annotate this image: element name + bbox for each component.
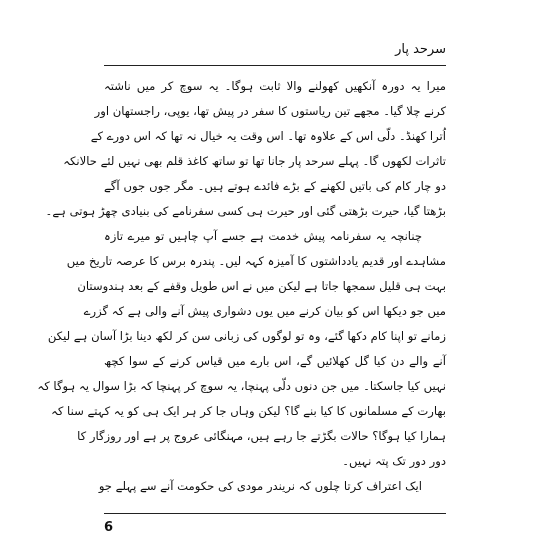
text-line: بڑھتا گیا، حیرت بڑھتی گئی اور حیرت ہی کسی سفرنامے کی بنیادی چھڑ ہوتی ہے۔ [45,204,446,218]
text-line: چنانچہ یہ سفرنامہ پیش خدمت ہے جسے آپ چاہیں تو میرے تازہ [104,229,422,243]
text-line: ایک اعتراف کرتا چلوں کہ نریندر مودی کی حکومت آنے سے پہلے جو [98,479,422,493]
text-line: نہیں کیا جاسکتا۔ میں جن دنوں دلّی پہنچا، یہ سوچ کر پہنچا کہ بڑا سوال یہ ہوگا کہ [37,379,446,393]
text-line: بھارت کے مسلمانوں کا کیا بنے گا؟ لیکن وہاں جا کر ہر ایک ہی کو یہ کہتے سنا کہ [51,404,446,418]
running-header: سرحد پار [395,42,446,57]
footer-rule [104,513,446,514]
text-line: دور دور تک پتہ نہیں۔ [342,454,446,468]
text-line: کرنے چلا گیا۔ مجھے تین ریاستوں کا سفر در پیش تھا، یوپی، راجستھان اور [94,104,446,118]
text-line: بہت ہی قلیل سمجھا جاتا ہے لیکن میں نے اس طویل وقفے کے بعد ہندوستان [77,279,446,293]
text-line: دو چار کام کی باتیں لکھنے کے بڑے فائدے ہوتے ہیں۔ مگر جوں جوں آگے [104,179,446,193]
text-line: مشاہدے اور قدیم یادداشتوں کا آمیزہ کہہ لیں۔ پندرہ برس کا عرصہ تاریخ میں [66,254,446,268]
text-line: اُترا کھنڈ۔ دلّی اس کے علاوہ تھا۔ اس وقت یہ خیال نہ تھا کہ اس دورے کے [90,129,446,143]
text-line: میرا یہ دورہ آنکھیں کھولنے والا ثابت ہوگا۔ یہ سوچ کر میں ناشتہ [104,79,446,93]
text-line: ہمارا کیا ہوگا؟ حالات بگڑتے جا رہے ہیں، مہنگائی عروج پر ہے اور روزگار کا [77,429,446,443]
page-number: 6 [104,520,114,535]
text-line: آنے والے دن کیا گل کھلائیں گے، اس بارے میں قیاس کرنے کے سوا کچھ [104,354,446,368]
body-text [37,74,446,499]
text-line: زمانے تو اپنا کام دکھا گئے، وہ تو لوگوں کی زبانی سن کر لکھ دینا بڑا آسان ہے لیکن [47,329,446,343]
text-line: تاثرات لکھوں گا۔ پہلے سرحد پار جانا تھا تو ساتھ کاغذ قلم بھی نہیں لئے حالانکہ [63,154,446,168]
header-rule [104,65,446,66]
text-line: میں جو دیکھا اس کو بیان کرنے میں یوں دشواری پیش آنے والی ہے کہ گزرے [83,304,446,318]
